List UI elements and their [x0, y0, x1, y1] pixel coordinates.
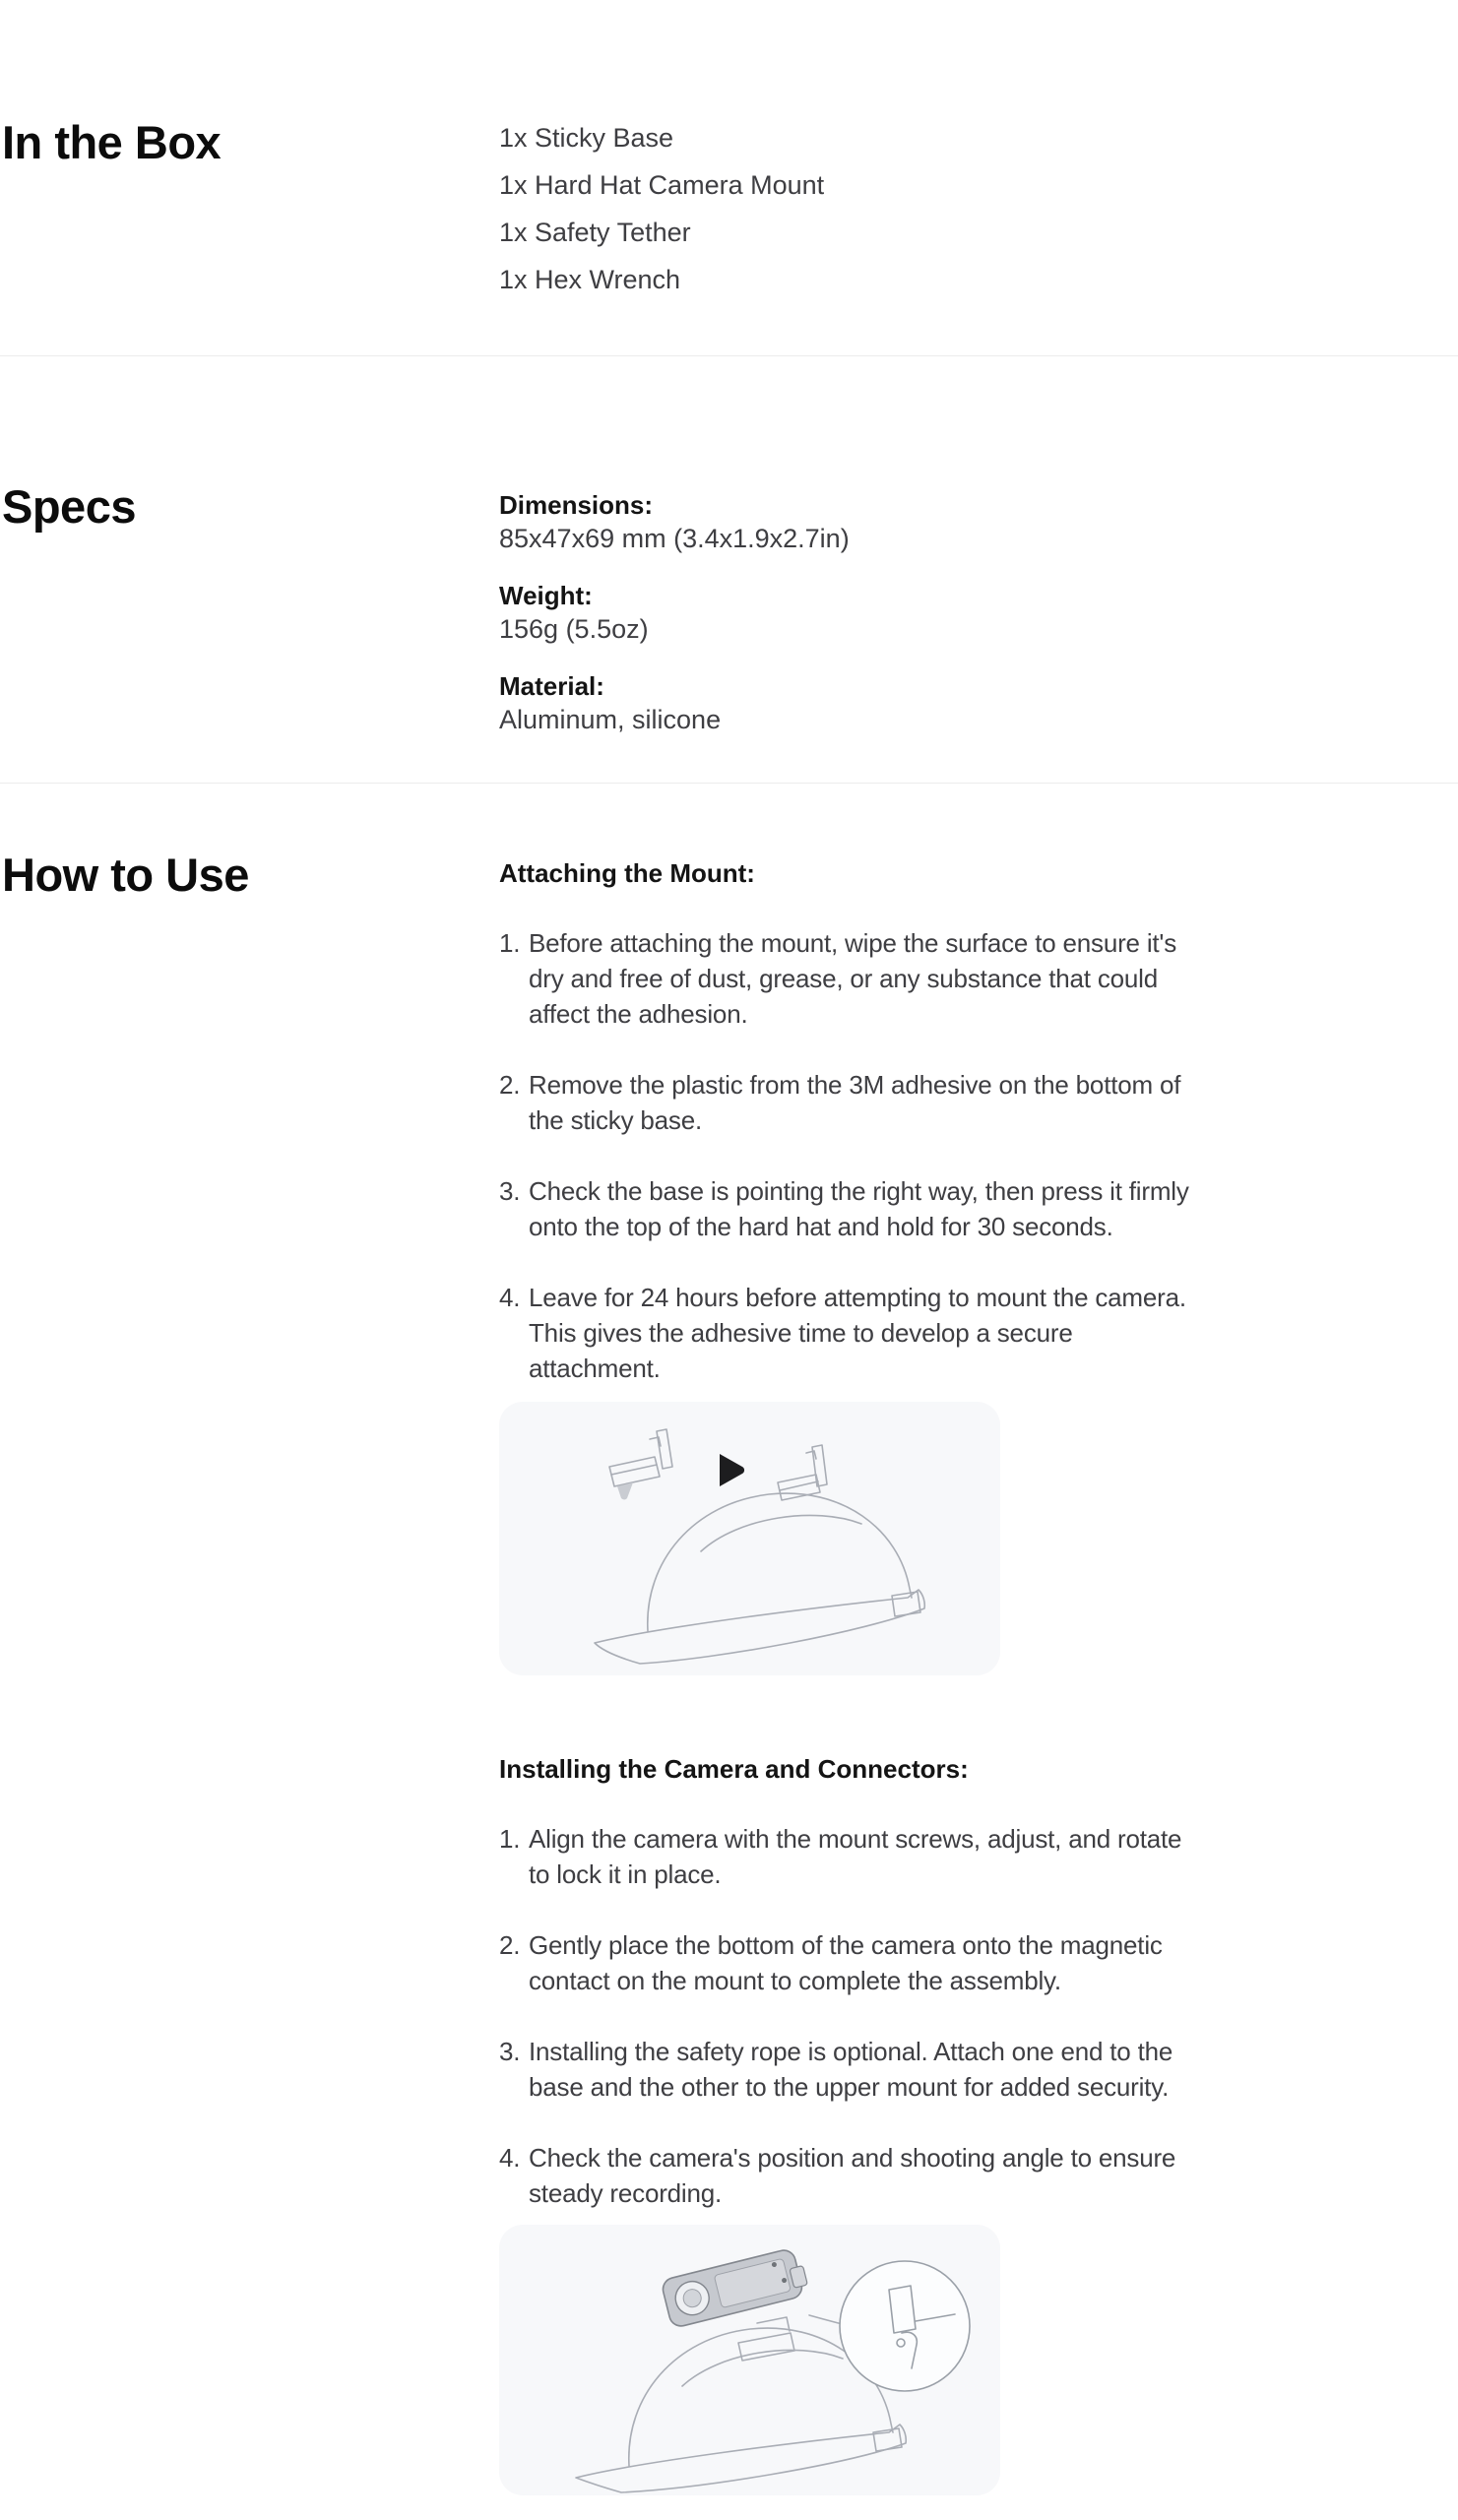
illustration-card-mount — [499, 1402, 1000, 1675]
subsection-title-attaching: Attaching the Mount: — [499, 858, 755, 888]
spec-label: Dimensions: — [499, 490, 654, 520]
step-number: 2. — [499, 1930, 521, 1960]
step-text: Before attaching the mount, wipe the surface to ensure it's dry and free of dust, grease, or any substance that could affect the adhesion. — [529, 928, 1176, 1029]
step-item — [499, 1280, 1198, 1386]
step-number: 4. — [499, 1283, 521, 1312]
hard-hat-mount-illustration — [499, 1402, 1000, 1675]
magnifier-detail — [840, 2261, 970, 2391]
section-specs — [0, 356, 1458, 783]
step-item — [499, 1067, 1198, 1138]
box-item: 1x Hard Hat Camera Mount — [499, 170, 825, 200]
spec-label: Material: — [499, 671, 604, 701]
spec-row — [499, 669, 1228, 736]
spec-value: 85x47x69 mm (3.4x1.9x2.7in) — [499, 524, 850, 553]
step-text: Check the base is pointing the right way, then press it firmly onto the top of the hard hat and hold for 30 seconds. — [529, 1176, 1189, 1241]
step-text: Check the camera's position and shooting angle to ensure steady recording. — [529, 2143, 1176, 2208]
box-item: 1x Safety Tether — [499, 218, 691, 247]
play-arrow-icon — [720, 1454, 744, 1486]
step-item — [499, 1173, 1198, 1244]
step-number: 2. — [499, 1070, 521, 1100]
how-to-use-heading: How to Use — [2, 849, 249, 901]
step-text: Installing the safety rope is optional. Attach one end to the base and the other to the upper mount for added security. — [529, 2037, 1173, 2102]
step-item — [499, 1821, 1198, 1892]
step-number: 1. — [499, 928, 521, 958]
step-number: 4. — [499, 2143, 521, 2173]
step-number: 3. — [499, 1176, 521, 1206]
step-text: Gently place the bottom of the camera onto the magnetic contact on the mount to complete the assembly. — [529, 1930, 1163, 1995]
hard-hat-camera-illustration — [499, 2225, 1000, 2495]
camera-drawing — [661, 2246, 810, 2328]
spec-label: Weight: — [499, 581, 593, 610]
spec-row — [499, 579, 1228, 646]
step-text: Leave for 24 hours before attempting to mount the camera. This gives the adhesive time to develop a secure attachment. — [529, 1283, 1186, 1383]
illustration-card-camera — [499, 2225, 1000, 2495]
box-item: 1x Sticky Base — [499, 123, 674, 153]
step-item — [499, 2140, 1198, 2211]
step-item — [499, 2034, 1198, 2105]
step-text: Align the camera with the mount screws, adjust, and rotate to lock it in place. — [529, 1824, 1182, 1889]
step-item — [499, 925, 1198, 1032]
spec-value: Aluminum, silicone — [499, 705, 722, 734]
step-item — [499, 1927, 1198, 1998]
box-item: 1x Hex Wrench — [499, 265, 681, 294]
specs-heading: Specs — [2, 480, 136, 533]
in-the-box-heading: In the Box — [2, 116, 222, 168]
section-in-the-box — [0, 0, 1458, 355]
section-how-to-use — [0, 784, 1458, 2520]
step-text: Remove the plastic from the 3M adhesive on the bottom of the sticky base. — [529, 1070, 1181, 1135]
steps-list-attaching — [499, 925, 1198, 1386]
spec-row — [499, 488, 1228, 555]
spec-value: 156g (5.5oz) — [499, 614, 649, 644]
step-number: 3. — [499, 2037, 521, 2066]
steps-list-installing — [499, 1821, 1198, 2211]
subsection-title-installing: Installing the Camera and Connectors: — [499, 1754, 969, 1784]
step-number: 1. — [499, 1824, 521, 1854]
